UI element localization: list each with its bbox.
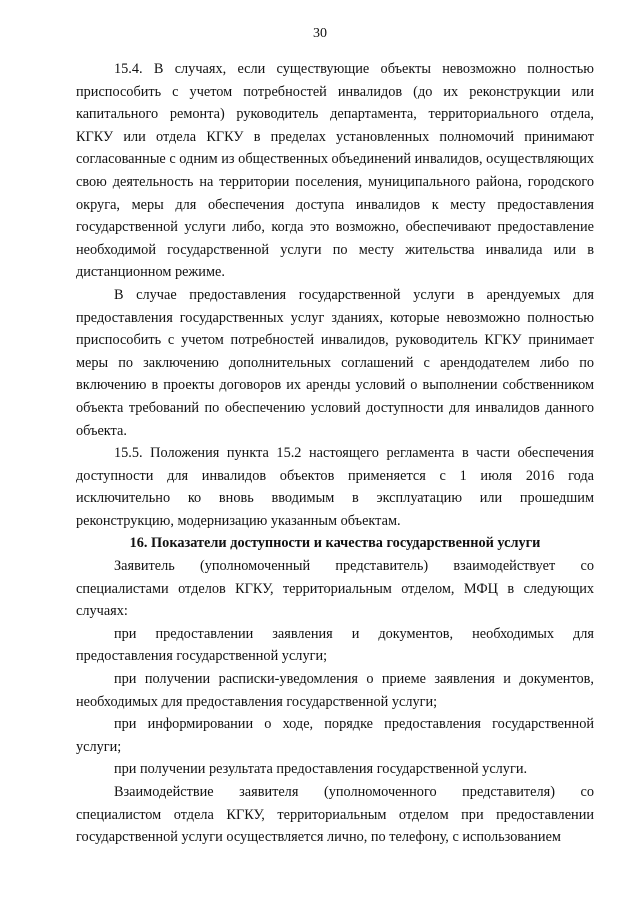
list-item-result: при получении результата предоставления государственной услуги. xyxy=(114,761,528,778)
paragraph-interaction-methods: Взаимодействие заявителя (уполномоченного представителя) со специалистом отдела КГКУ, территориальным отделом при предоставлении государственной услуги осуществляется лично, по телефону, с использованием xyxy=(76,784,594,846)
list-item-informing: при информировании о ходе, порядке предоставления государственной услуги; xyxy=(76,716,594,755)
paragraph-15-4: 15.4. В случаях, если существующие объекты невозможно полностью приспособить с учетом потребностей инвалидов (до их реконструкции или капитального ремонта) руководитель департамента, территориального отдела, КГКУ или отдела КГКУ в пределах установленных полномочий принимают согласованные с одним из общественных объединений инвалидов, осуществляющих свою деятельность на территории поселения, муниципального района, городского округа, меры для обеспечения доступа инвалидов к месту предоставления государственной услуги либо, когда это возможно, обеспечивают предоставление необходимой государственной услуги по месту жительства инвалида или в дистанционном режиме. xyxy=(76,61,594,281)
document-body xyxy=(76,58,594,849)
paragraph-lease-buildings: В случае предоставления государственной услуги в арендуемых для предоставления государственных услуг зданиях, которые невозможно полностью приспособить с учетом потребностей инвалидов, руководитель КГКУ принимает меры по заключению дополнительных соглашений с арендодателем либо по включению в проекты договоров их аренды условий о выполнении собственником объекта требований по обеспечению условий доступности для инвалидов данного объекта. xyxy=(76,286,594,439)
page-number: 30 xyxy=(313,26,327,41)
paragraph-15-5: 15.5. Положения пункта 15.2 настоящего регламента в части обеспечения доступности для инвалидов объектов применяется с 1 июля 2016 года исключительно ко вновь вводимым в эксплуатацию или прошедшим реконструкцию, модернизацию указанным объектам. xyxy=(76,445,594,529)
paragraph-applicant-interaction: Заявитель (уполномоченный представитель) взаимодействует со специалистами отделов КГКУ, территориальным отделом, МФЦ в следующих случаях: xyxy=(76,558,594,620)
section-heading-16: 16. Показатели доступности и качества государственной услуги xyxy=(129,535,541,552)
list-item-receipt: при получении расписки-уведомления о приеме заявления и документов, необходимых для предоставления государственной услуги; xyxy=(76,671,594,710)
list-item-submission: при предоставлении заявления и документов, необходимых для предоставления государственной услуги; xyxy=(76,625,594,665)
